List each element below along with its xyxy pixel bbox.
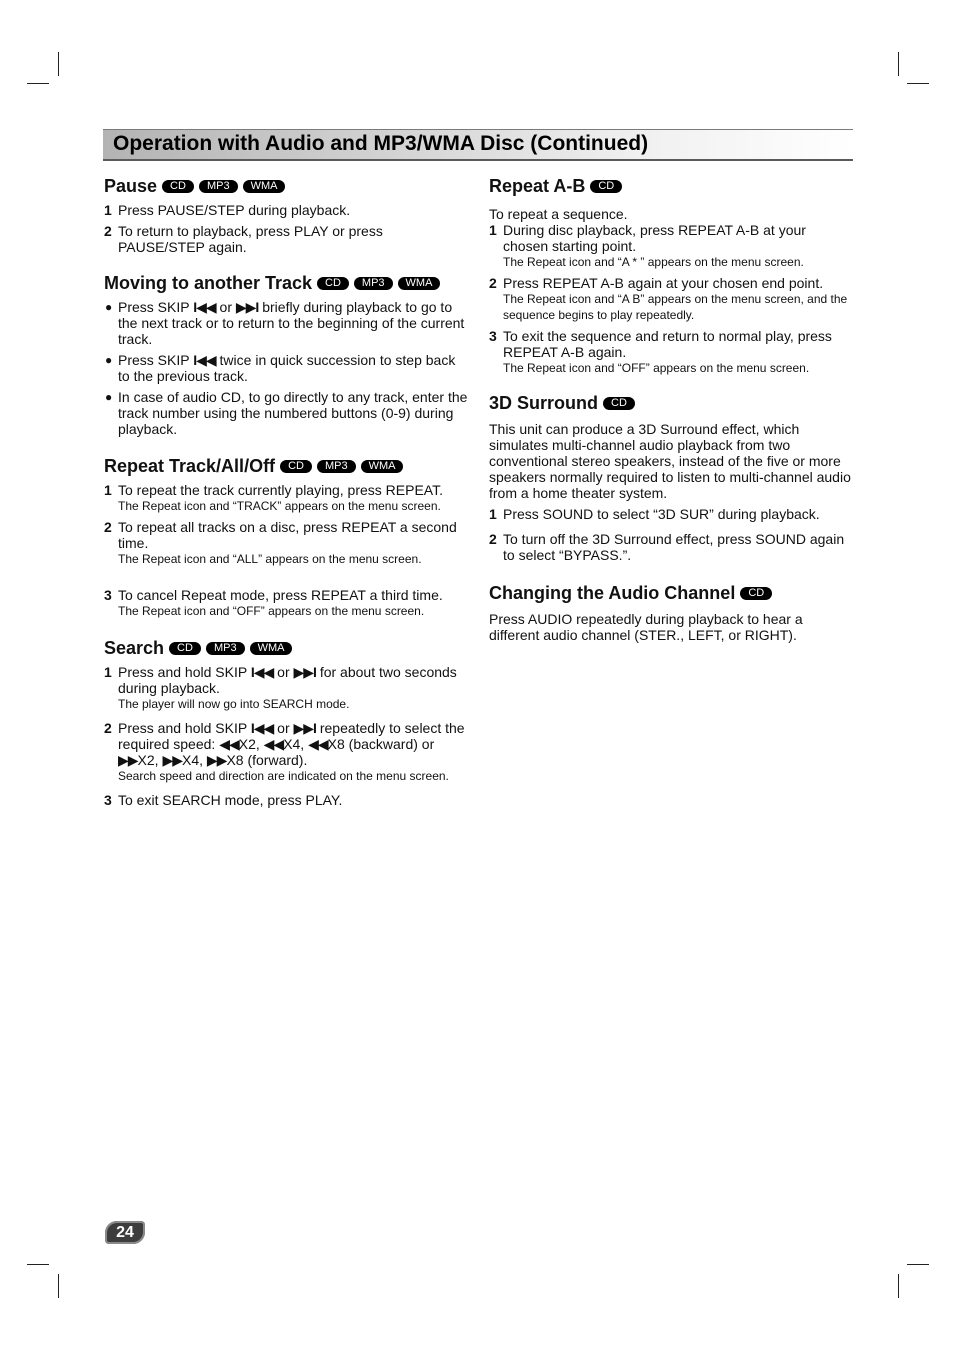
skip-prev-icon: I◀◀ bbox=[250, 720, 274, 736]
title-bar bbox=[103, 129, 853, 161]
bullet-item: ● Press SKIP I◀◀ or ▶▶I briefly during playback to go to the next track or to return to the beginning of the current track. bbox=[105, 299, 465, 347]
repeat-track-section bbox=[104, 455, 469, 619]
moving-section bbox=[104, 272, 469, 437]
skip-next-icon: ▶▶I bbox=[293, 664, 316, 680]
left-column bbox=[104, 175, 469, 808]
bullet-item: ● In case of audio CD, to go directly to any track, enter the track number using the numbered buttons (0-9) during playback. bbox=[105, 389, 468, 437]
mp3-badge: MP3 bbox=[199, 180, 238, 193]
wma-badge: WMA bbox=[398, 277, 441, 290]
step: 1 Press and hold SKIP I◀◀ or ▶▶I for about two seconds during playback. The player will now go into SEARCH mode. bbox=[104, 664, 469, 712]
note: The Repeat icon and “A B” appears on the menu screen, and the sequence begins to play repeatedly. bbox=[503, 292, 848, 322]
mp3-badge: MP3 bbox=[317, 460, 356, 473]
skip-prev-icon: I◀◀ bbox=[193, 352, 216, 368]
bullet-icon: ● bbox=[105, 300, 113, 314]
wma-badge: WMA bbox=[361, 460, 404, 473]
wma-badge: WMA bbox=[250, 642, 293, 655]
crop-mark bbox=[898, 52, 899, 76]
page-title: Operation with Audio and MP3/WMA Disc (Continued) bbox=[113, 132, 649, 155]
step: 2 Press and hold SKIP I◀◀ or ▶▶I repeatedly to select the required speed: ◀◀X2, ◀◀X4, ◀◀X8 (backward) or ▶▶X2, ▶▶X4, ▶▶X8 (forward). Search speed and direction are indicated on the menu screen. bbox=[104, 720, 469, 784]
note: The Repeat icon and “ALL” appears on the menu screen. bbox=[118, 552, 422, 566]
mp3-badge: MP3 bbox=[206, 642, 245, 655]
surround-section: 3D Surround CD This unit can produce a 3D Surround effect, which simulates multi-channel audio playback from two conventional stereo speakers, instead of the five or more speakers normally required to listen to multi-channel audio from a home theater system. 1 Press SOUND to select “3D SUR” during playback. 2 To turn off the 3D Surround effect, press SOUND again to select “BYPASS.”. bbox=[489, 392, 853, 563]
bullet-icon: ● bbox=[105, 353, 113, 367]
rewind-icon: ◀◀ bbox=[263, 736, 284, 752]
crop-mark bbox=[907, 83, 929, 84]
section-heading: Pause CD MP3 WMA bbox=[104, 175, 469, 197]
note: Search speed and direction are indicated on the menu screen. bbox=[118, 769, 449, 783]
step: 1 Press PAUSE/STEP during playback. bbox=[104, 202, 351, 218]
page-number: 24 bbox=[105, 1221, 145, 1244]
skip-next-icon: ▶▶I bbox=[293, 720, 316, 736]
step: 1 Press SOUND to select “3D SUR” during playback. bbox=[489, 506, 820, 522]
step: 3 To exit SEARCH mode, press PLAY. bbox=[104, 792, 343, 808]
step: 1 During disc playback, press REPEAT A-B at your chosen starting point. The Repeat icon and “A * ” appears on the menu screen. bbox=[489, 222, 853, 270]
search-section bbox=[104, 637, 469, 808]
cd-badge: CD bbox=[590, 180, 622, 193]
crop-mark bbox=[58, 52, 59, 76]
step: 2 To repeat all tracks on a disc, press REPEAT a second time. The Repeat icon and “ALL” appears on the menu screen. bbox=[104, 519, 469, 567]
bullet-icon: ● bbox=[105, 390, 113, 404]
rewind-icon: ◀◀ bbox=[219, 736, 239, 752]
step: 2 To turn off the 3D Surround effect, press SOUND again to select “BYPASS.”. bbox=[489, 531, 845, 563]
section-heading: Repeat Track/All/Off CD MP3 WMA bbox=[104, 455, 469, 477]
step: 2 To return to playback, press PLAY or press PAUSE/STEP again. bbox=[104, 223, 383, 255]
cd-badge: CD bbox=[280, 460, 312, 473]
cd-badge: CD bbox=[740, 587, 772, 600]
audio-channel-section: Changing the Audio Channel CD Press AUDIO repeatedly during playback to hear a different audio channel (STER., LEFT, or RIGHT). bbox=[489, 582, 853, 643]
section-heading: Changing the Audio Channel CD bbox=[489, 582, 853, 604]
fast-forward-icon: ▶▶ bbox=[206, 752, 227, 768]
pause-section bbox=[104, 175, 469, 255]
rewind-icon: ◀◀ bbox=[308, 736, 328, 752]
note: The player will now go into SEARCH mode. bbox=[118, 697, 350, 711]
mp3-badge: MP3 bbox=[354, 277, 393, 290]
bullet-item: ● Press SKIP I◀◀ twice in quick succession to step back to the previous track. bbox=[105, 352, 456, 384]
note: The Repeat icon and “TRACK” appears on the menu screen. bbox=[118, 499, 441, 513]
repeat-ab-section: Repeat A-B CD To repeat a sequence. 1 During disc playback, press REPEAT A-B at your chosen starting point. The Repeat icon and “A * ” appears on the menu screen. 2 Press REPEAT A-B again at your chosen end point. The Repeat icon and “A B” appears on the menu screen, and the sequence begins to play repeatedly. 3 To exit the sequence and return to normal play, press REPEAT A-B again. The Repeat icon and “OFF” appears on the menu screen. bbox=[489, 175, 853, 376]
crop-mark bbox=[58, 1274, 59, 1298]
step: 1 To repeat the track currently playing, press REPEAT. The Repeat icon and “TRACK” appears on the menu screen. bbox=[104, 482, 469, 514]
note: The Repeat icon and “A * ” appears on the menu screen. bbox=[503, 255, 804, 269]
section-heading: Repeat A-B CD bbox=[489, 175, 853, 197]
wma-badge: WMA bbox=[243, 180, 286, 193]
cd-badge: CD bbox=[162, 180, 194, 193]
crop-mark bbox=[898, 1274, 899, 1298]
skip-prev-icon: I◀◀ bbox=[193, 299, 216, 315]
fast-forward-icon: ▶▶ bbox=[118, 752, 138, 768]
section-heading: Moving to another Track CD MP3 WMA bbox=[104, 272, 469, 294]
note: The Repeat icon and “OFF” appears on the menu screen. bbox=[118, 604, 425, 618]
step: 3 To exit the sequence and return to normal play, press REPEAT A-B again. The Repeat icon and “OFF” appears on the menu screen. bbox=[489, 328, 853, 376]
right-column bbox=[489, 175, 853, 643]
fast-forward-icon: ▶▶ bbox=[162, 752, 182, 768]
cd-badge: CD bbox=[603, 397, 635, 410]
cd-badge: CD bbox=[169, 642, 201, 655]
crop-mark bbox=[27, 1264, 49, 1265]
step: 3 To cancel Repeat mode, press REPEAT a third time. The Repeat icon and “OFF” appears on the menu screen. bbox=[104, 587, 469, 619]
section-heading: 3D Surround CD bbox=[489, 392, 853, 414]
note: The Repeat icon and “OFF” appears on the menu screen. bbox=[503, 361, 810, 375]
crop-mark bbox=[27, 83, 49, 84]
section-heading: Search CD MP3 WMA bbox=[104, 637, 469, 659]
cd-badge: CD bbox=[317, 277, 349, 290]
skip-next-icon: ▶▶I bbox=[235, 299, 259, 315]
skip-prev-icon: I◀◀ bbox=[250, 664, 274, 680]
crop-mark bbox=[907, 1264, 929, 1265]
step: 2 Press REPEAT A-B again at your chosen end point. The Repeat icon and “A B” appears on the menu screen, and the sequence begins to play repeatedly. bbox=[489, 275, 853, 323]
